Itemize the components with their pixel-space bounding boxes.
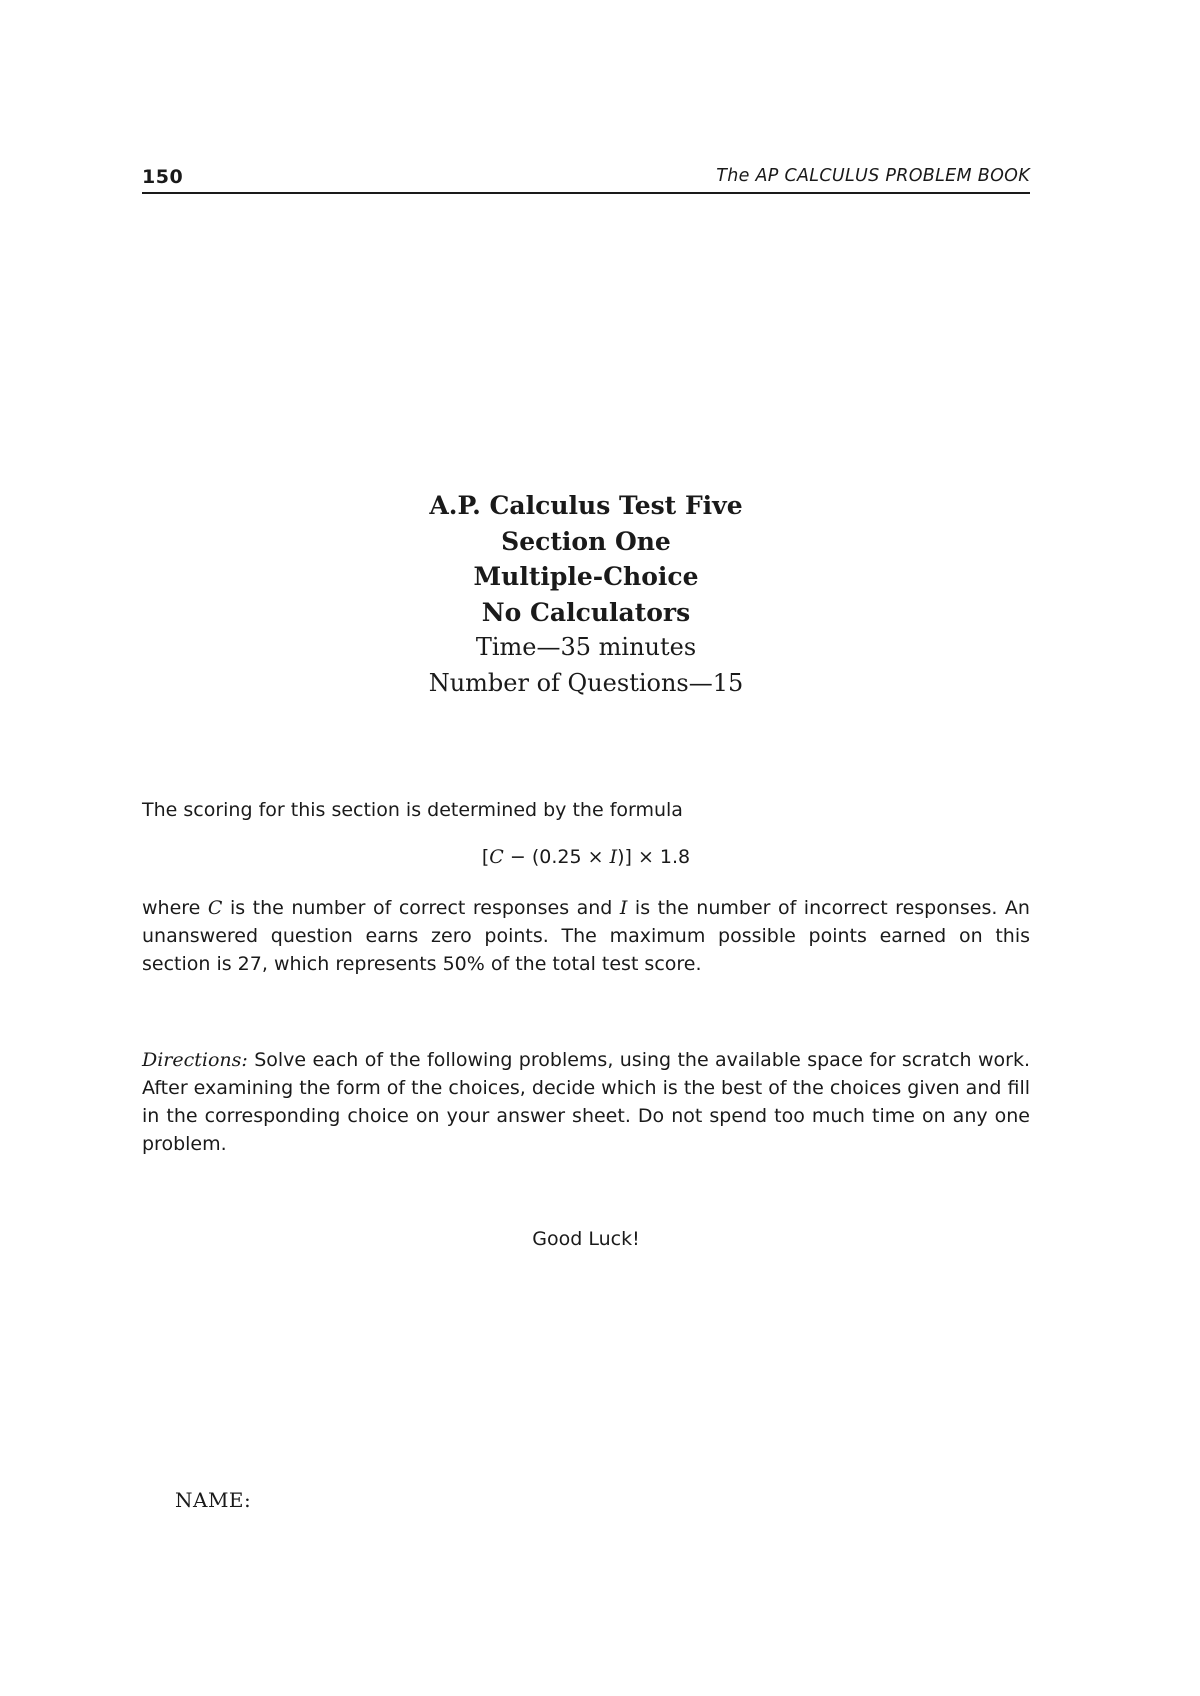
running-header [142, 166, 1030, 194]
test-title: A.P. Calculus Test Five [429, 491, 743, 520]
name-field-label: NAME: [175, 1488, 252, 1512]
explain-part2: is the number of correct responses and [222, 897, 620, 919]
formula-close: )] × 1.8 [617, 846, 691, 868]
title-block [142, 488, 1030, 701]
scoring-intro: The scoring for this section is determined by the formula [142, 799, 683, 821]
question-count: Number of Questions—15 [428, 668, 744, 697]
book-title: The AP CALCULUS PROBLEM BOOK [716, 166, 1030, 186]
formula-c-var: C [489, 846, 504, 868]
question-format: Multiple-Choice [473, 562, 699, 591]
calculator-policy: No Calculators [481, 597, 691, 627]
explain-i-var: I [619, 897, 628, 919]
directions-label: Directions: [142, 1049, 248, 1071]
page-number: 150 [142, 166, 184, 188]
time-limit: Time—35 minutes [475, 633, 697, 661]
directions-text: Solve each of the following problems, using the available space for scratch work. After examining the form of the choices, decide which is the best of the choices given and fill in the corresponding choice on your answer sheet. Do not spend too much time on any one problem. [142, 1049, 1030, 1155]
formula-open: [ [481, 846, 490, 868]
formula-mid: − (0.25 × [503, 846, 610, 868]
explain-part1: where [142, 897, 208, 919]
closing-message: Good Luck! [532, 1228, 640, 1250]
header-rule [142, 192, 1030, 194]
scoring-explanation [142, 894, 1030, 978]
scoring-formula [142, 846, 1030, 868]
explain-c-var: C [207, 897, 223, 919]
section-title: Section One [501, 526, 671, 556]
formula-i-var: I [609, 846, 618, 868]
directions-paragraph [142, 1046, 1030, 1158]
explain-part3: is the number of incorrect responses. An unanswered question earns zero points. The maximum possible points earned on this section is 27, which represents 50% of the total test score. [142, 897, 1030, 975]
